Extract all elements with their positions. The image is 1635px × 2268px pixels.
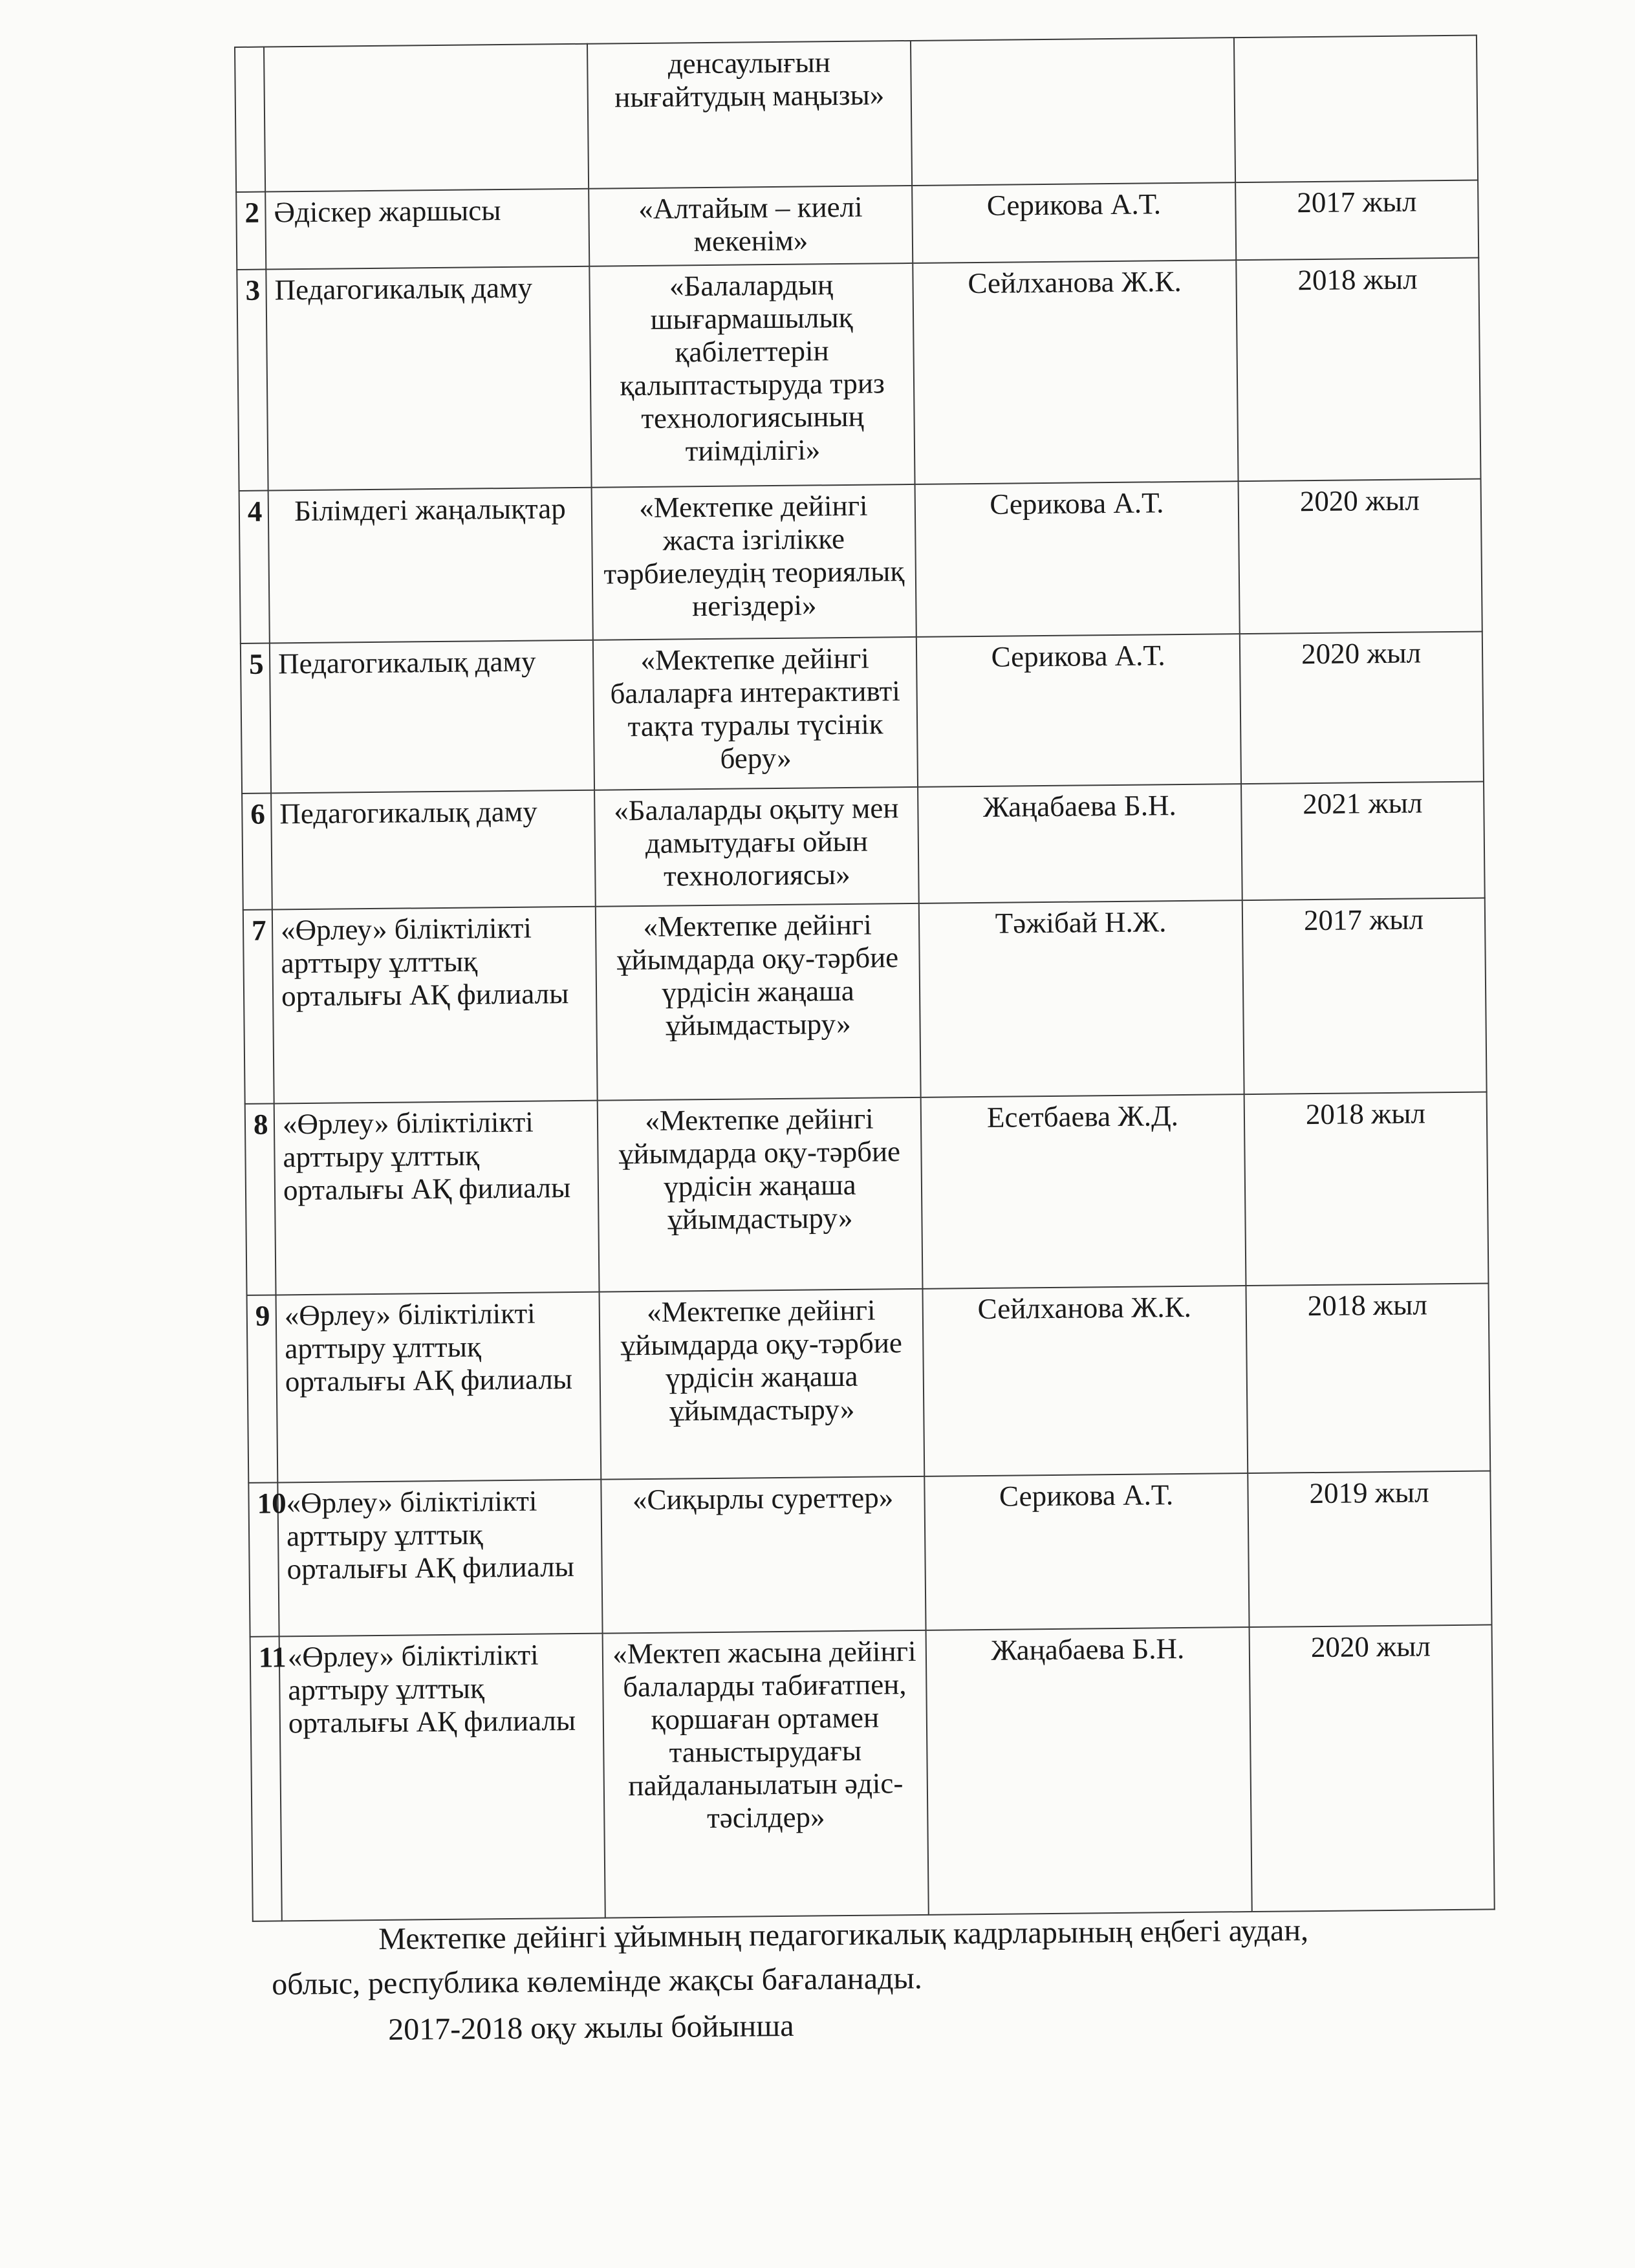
row-number: 5: [241, 643, 271, 794]
event-cell: «Өрлеу» біліктілікті арттыру ұлттық орталығы АҚ филиалы: [279, 1634, 605, 1921]
topic-cell: «Мектепке дейінгі ұйымдарда оқу-тәрбие үрдісін жаңаша ұйымдастыру»: [600, 1289, 925, 1480]
event-cell: «Өрлеу» біліктілікті арттыру ұлттық орталығы АҚ филиалы: [276, 1292, 601, 1483]
year-cell: 2020 жыл: [1240, 632, 1484, 784]
table-row: [242, 782, 1485, 910]
event-cell: «Өрлеу» біліктілікті арттыру ұлттық орталығы АҚ филиалы: [274, 1101, 600, 1295]
topic-cell: «Балаларды оқыту мен дамытудағы ойын технологиясы»: [594, 787, 919, 907]
person-cell: Жаңабаева Б.Н.: [926, 1627, 1252, 1915]
body-text-line-3: 2017-2018 оқу жылы бойынша: [388, 2008, 794, 2047]
year-cell: 2017 жыл: [1235, 180, 1478, 261]
person-cell: Серикова А.Т.: [915, 481, 1240, 637]
year-cell: 2019 жыл: [1248, 1471, 1491, 1627]
year-cell: 2018 жыл: [1246, 1283, 1490, 1473]
topic-cell: «Сиқырлы суреттер»: [601, 1476, 926, 1634]
event-cell: «Өрлеу» біліктілікті арттыру ұлттық орталығы АҚ филиалы: [277, 1480, 602, 1637]
event-cell: Әдіскер жаршысы: [265, 189, 589, 270]
person-cell: Сейлханова Ж.К.: [913, 260, 1238, 484]
year-cell: 2017 жыл: [1242, 898, 1487, 1094]
row-number: 6: [242, 794, 272, 910]
row-number: 10: [248, 1482, 279, 1636]
event-cell: «Өрлеу» біліктілікті арттыру ұлттық орталығы АҚ филиалы: [272, 907, 598, 1104]
event-cell: Білімдегі жаңалықтар: [268, 488, 593, 643]
topic-cell: денсаулығын нығайтудың маңызы»: [587, 41, 912, 189]
row-number: 9: [247, 1295, 278, 1482]
topic-cell: «Алтайым – киелі мекенім»: [589, 186, 913, 266]
body-text-line-2: облыс, республика көлемінде жақсы бағаланады.: [272, 1961, 922, 2002]
year-cell: [1234, 36, 1478, 183]
event-cell: Педагогикалық даму: [266, 266, 591, 491]
table-row: [239, 479, 1482, 643]
topic-cell: «Мектепке дейінгі ұйымдарда оқу-тәрбие үрдісін жаңаша ұйымдастыру»: [596, 903, 921, 1101]
topic-cell: «Мектепке дейінгі жаста ізгілікке тәрбиелеудің теориялық негіздері»: [592, 484, 916, 640]
table-row: [243, 898, 1487, 1103]
body-text-line-1: Мектепке дейінгі ұйымның педагогикалық кадрларының еңбегі аудан,: [378, 1913, 1309, 1956]
row-number: [235, 47, 265, 192]
table-row: [235, 36, 1478, 192]
table-row: [241, 632, 1484, 794]
event-cell: Педагогикалық даму: [270, 640, 594, 794]
row-number: 11: [250, 1636, 282, 1921]
publications-table: [234, 35, 1495, 1922]
person-cell: [911, 38, 1235, 186]
year-cell: 2020 жыл: [1250, 1625, 1495, 1912]
row-number: 8: [245, 1103, 276, 1295]
table-row: [248, 1471, 1491, 1636]
year-cell: 2020 жыл: [1239, 479, 1482, 634]
event-cell: [264, 44, 589, 192]
row-number: 4: [239, 491, 270, 643]
table-row: [237, 258, 1480, 491]
row-number: 3: [237, 270, 268, 491]
topic-cell: «Мектепке дейінгі ұйымдарда оқу-тәрбие үрдісін жаңаша ұйымдастыру»: [598, 1097, 923, 1292]
event-cell: Педагогикалық даму: [271, 790, 596, 910]
table-row: [250, 1625, 1495, 1921]
person-cell: Жаңабаева Б.Н.: [918, 784, 1242, 903]
person-cell: Серикова А.Т.: [912, 182, 1236, 263]
topic-cell: «Балалардың шығармашылық қабілеттерін қалыптастыруда триз технологиясының тиімділігі»: [589, 263, 915, 488]
topic-cell: «Мектеп жасына дейінгі балаларды табиғатпен, қоршаған ортамен таныстырудағы пайдаланылатын әдіс-тәсілдер»: [603, 1630, 929, 1918]
topic-cell: «Мектепке дейінгі балаларға интерактивті тақта туралы түсінік беру»: [593, 637, 918, 790]
person-cell: Сейлханова Ж.К.: [922, 1286, 1248, 1476]
person-cell: Серикова А.Т.: [924, 1473, 1249, 1630]
table-row: [245, 1092, 1489, 1295]
table-row: [247, 1283, 1491, 1482]
row-number: 2: [236, 192, 266, 270]
row-number: 7: [243, 909, 274, 1103]
person-cell: Есетбаева Ж.Д.: [921, 1094, 1246, 1289]
person-cell: Серикова А.Т.: [916, 634, 1241, 787]
person-cell: Тәжібай Н.Ж.: [919, 900, 1244, 1097]
year-cell: 2018 жыл: [1236, 258, 1480, 482]
year-cell: 2018 жыл: [1244, 1092, 1489, 1286]
table-row: [236, 180, 1478, 270]
year-cell: 2021 жыл: [1241, 782, 1485, 901]
